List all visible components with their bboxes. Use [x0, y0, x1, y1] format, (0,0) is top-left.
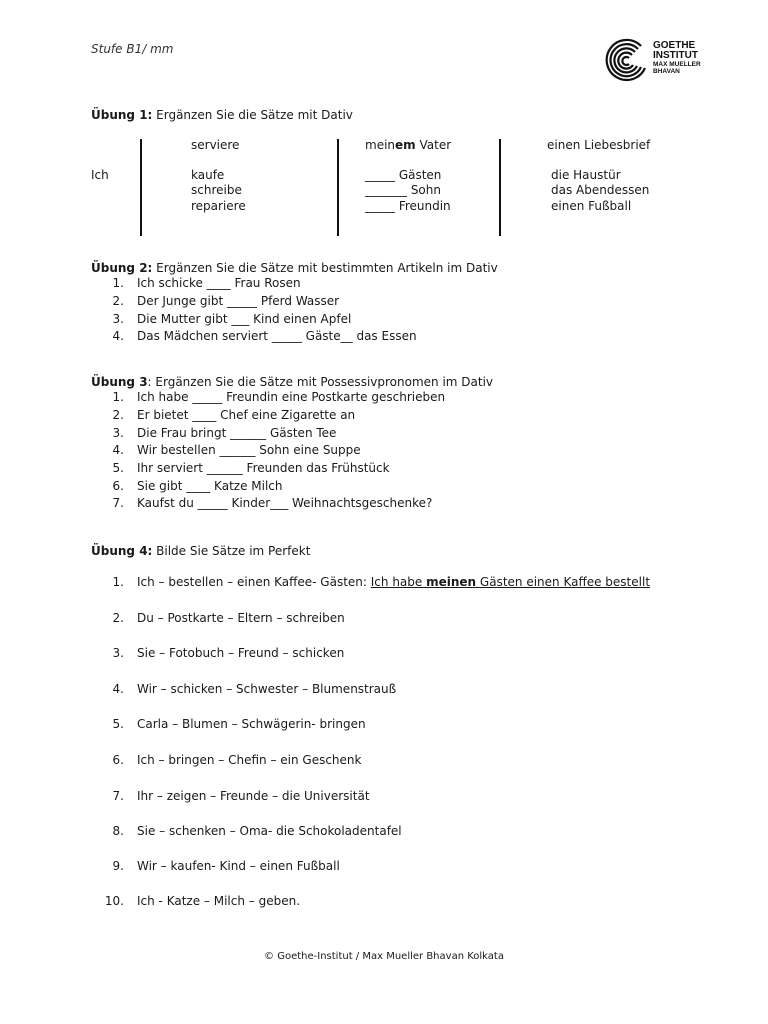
answer-part: Gästen einen Kaffee bestellt	[476, 575, 651, 589]
ex4-item-example	[137, 575, 650, 589]
ex1-instruction: Ergänzen Sie die Sätze mit Dativ	[152, 108, 353, 122]
ex1-dative: _____ Gästen	[365, 168, 442, 182]
ex4-item: Wir – kaufen- Kind – einen Fußball	[137, 859, 340, 873]
dative-ending: em	[395, 138, 416, 152]
list-number: 2.	[112, 611, 124, 625]
ex1-object: die Haustür	[551, 168, 621, 182]
ex2-item: Der Junge gibt _____ Pferd Wasser	[137, 294, 340, 308]
ex4-item: Carla – Blumen – Schwägerin- bringen	[137, 717, 366, 731]
ex3-item: Ich habe _____ Freundin eine Postkarte geschrieben	[137, 390, 446, 404]
list-number: 7.	[112, 496, 124, 510]
list-number: 1.	[112, 390, 124, 404]
list-number: 4.	[112, 329, 124, 343]
ex1-verb: repariere	[191, 199, 246, 213]
list-number: 5.	[112, 461, 124, 475]
ex1-object: das Abendessen	[551, 183, 650, 197]
ex2-instruction: Ergänzen Sie die Sätze mit bestimmten Artikeln im Dativ	[152, 261, 498, 275]
ex1-dative: _____ Freundin	[365, 199, 451, 213]
goethe-logo-icon	[605, 38, 651, 82]
ex1-label: Übung 1:	[91, 108, 153, 122]
ex1-verb: kaufe	[191, 168, 225, 182]
ex1-subject: Ich	[91, 168, 109, 182]
ex3-item: Wir bestellen ______ Sohn eine Suppe	[137, 443, 361, 457]
ex4-item: Ihr – zeigen – Freunde – die Universität	[137, 789, 370, 803]
ex4-example-answer	[371, 575, 650, 589]
list-number: 8.	[112, 824, 124, 838]
ex2-item: Das Mädchen serviert _____ Gäste__ das Essen	[137, 329, 417, 343]
ex3-item: Ihr serviert ______ Freunden das Frühstück	[137, 461, 390, 475]
list-number: 3.	[112, 426, 124, 440]
ex4-item: Du – Postkarte – Eltern – schreiben	[137, 611, 345, 625]
ex1-dative-example	[365, 138, 451, 152]
table-divider-2	[337, 139, 339, 236]
list-number: 1.	[112, 276, 124, 290]
list-number: 2.	[112, 294, 124, 308]
ex1-title	[91, 108, 353, 122]
logo-text	[653, 41, 701, 75]
ex3-title	[91, 375, 493, 389]
ex2-item: Ich schicke ____ Frau Rosen	[137, 276, 301, 290]
ex3-label: Übung 3	[91, 375, 148, 389]
ex3-instruction: : Ergänzen Sie die Sätze mit Possessivpronomen im Dativ	[147, 375, 494, 389]
list-number: 2.	[112, 408, 124, 422]
table-divider-3	[499, 139, 501, 236]
level-header: Stufe B1/ mm	[91, 42, 174, 56]
ex3-item: Sie gibt ____ Katze Milch	[137, 479, 283, 493]
ex1-object: einen Liebesbrief	[547, 138, 651, 152]
logo-line-4: BHAVAN	[653, 68, 680, 75]
dative-noun: Vater	[415, 138, 452, 152]
ex4-item: Sie – schenken – Oma- die Schokoladentafel	[137, 824, 402, 838]
list-number: 3.	[112, 312, 124, 326]
ex4-title	[91, 544, 310, 558]
list-number: 7.	[112, 789, 124, 803]
answer-part: Ich habe	[370, 575, 427, 589]
ex2-label: Übung 2:	[91, 261, 153, 275]
list-number: 9.	[112, 859, 124, 873]
ex2-item: Die Mutter gibt ___ Kind einen Apfel	[137, 312, 352, 326]
list-number: 5.	[112, 717, 124, 731]
ex4-example-prompt: Ich – bestellen – einen Kaffee- Gästen:	[137, 575, 371, 589]
list-number: 4.	[112, 443, 124, 457]
ex1-dative: _______ Sohn	[365, 183, 441, 197]
list-number: 1.	[112, 575, 124, 589]
ex1-verb: schreibe	[191, 183, 242, 197]
logo-line-3: MAX MUELLER	[653, 61, 701, 68]
answer-bold-word: meinen	[426, 575, 477, 589]
list-number: 6.	[112, 479, 124, 493]
dative-prefix: mein	[365, 138, 396, 152]
ex4-item: Ich - Katze – Milch – geben.	[137, 894, 301, 908]
list-number: 3.	[112, 646, 124, 660]
goethe-logo	[605, 38, 715, 84]
logo-line-1: GOETHE	[653, 40, 696, 51]
ex1-verb: serviere	[191, 138, 240, 152]
list-number: 6.	[112, 753, 124, 767]
ex4-label: Übung 4:	[91, 544, 153, 558]
ex2-title	[91, 261, 498, 275]
ex3-item: Die Frau bringt ______ Gästen Tee	[137, 426, 337, 440]
ex1-object: einen Fußball	[551, 199, 632, 213]
ex4-item: Wir – schicken – Schwester – Blumenstrauß	[137, 682, 397, 696]
list-number: 4.	[112, 682, 124, 696]
ex3-item: Kaufst du _____ Kinder___ Weihnachtsgeschenke?	[137, 496, 433, 510]
logo-line-2: INSTITUT	[653, 50, 698, 61]
ex3-item: Er bietet ____ Chef eine Zigarette an	[137, 408, 356, 422]
ex4-instruction: Bilde Sie Sätze im Perfekt	[152, 544, 311, 558]
table-divider-1	[140, 139, 142, 236]
footer-copyright: © Goethe-Institut / Max Mueller Bhavan Kolkata	[264, 951, 504, 962]
list-number: 10.	[104, 894, 124, 908]
ex4-item: Sie – Fotobuch – Freund – schicken	[137, 646, 345, 660]
ex4-item: Ich – bringen – Chefin – ein Geschenk	[137, 753, 362, 767]
